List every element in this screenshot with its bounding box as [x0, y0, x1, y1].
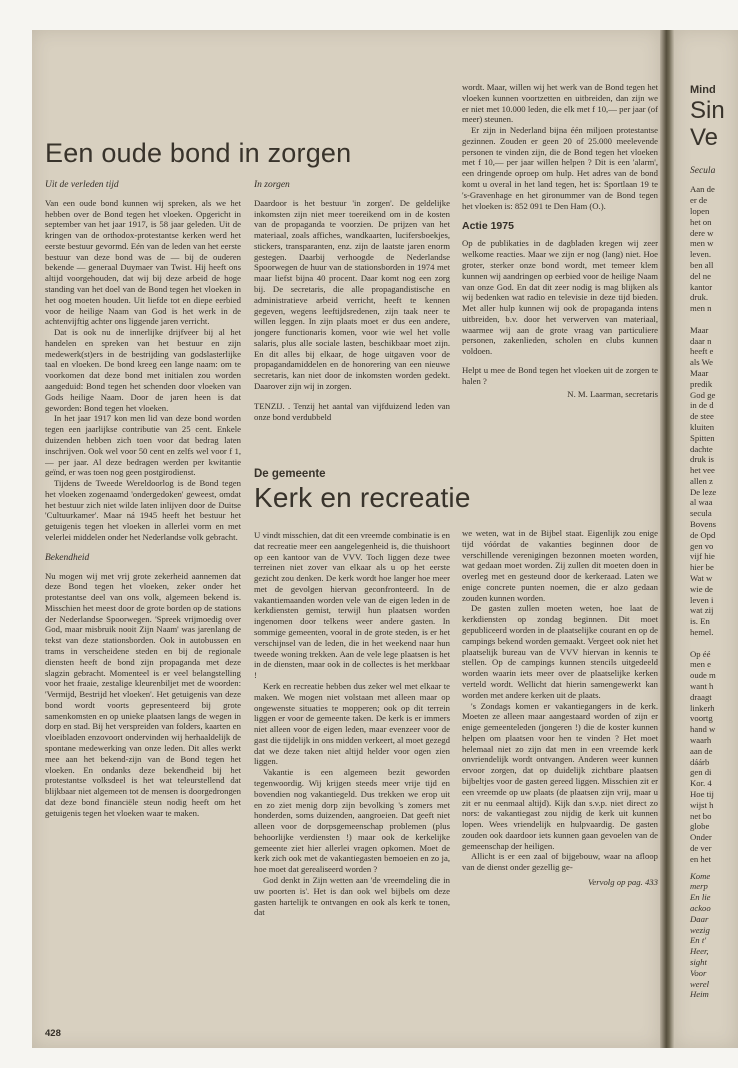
- truncated-poem-line: Heer,: [690, 946, 709, 957]
- truncated-text-line: kantor: [690, 281, 713, 292]
- truncated-text-line: wat zij: [690, 605, 714, 616]
- paragraph: Dat is ook nu de innerlijke drijfveer bij al het handelen en spreken van het bestuur en zijn medewerk(st)ers in de bestrijding van godslasterlijke taal en vloeken. De bond kreeg een lange naam: om te voorkomen dat deze bond met initialen zou worden aangeduid: Bond tegen het schenden door vloeken van Gods heilige Naam. Door de jaren heen is dat geworden: Bond tegen het vloeken.: [45, 327, 241, 413]
- truncated-poem-line: En t': [690, 935, 707, 946]
- continuation-note: Vervolg op pag. 433: [588, 877, 658, 887]
- truncated-text-line: druk.: [690, 292, 709, 303]
- actie-1975-heading: Actie 1975: [462, 220, 514, 233]
- paragraph: Nu mogen wij met vrij grote zekerheid aannemen dat deze Bond tegen het vloeken, zeker onder het protestantse deel van ons volk, algemeen bekend is. Misschien het meest door de grote borden op de stations der Nederlandse Spoorwegen. 'Spreek vrijmoedig over God, maar misbruik nooit Zijn Naam' was jarenlang de tekst van deze stationsborden. Ook in autobussen en trams in verscheidene steden en bij de regionale diensten heeft de bond zijn propaganda met deze slagzin gebracht. Momenteel is er veel belangstelling voor het fraaie, zestalige kleurenbiljet met de woorden: 'Vermijd, Bestrijd het vloeken'. Het getuigenis van deze bond wordt voorts gepresenteerd bij grote samenkomsten en op unieke plaatsen langs de wegen in dorp en stad. Bij het verspreiden van folders, kaarten en vloeibladen enzovoort ondervinden wij herhaaldelijk de spontane medewerking van onze leden. Dit alles werkt mee aan het bekend-zijn van de Bond tegen het vloeken. En ondanks deze bekendheid bij het protestantse volksdeel is het wat teleurstellend dat blijkbaar niet algemeen tot de mensen is doorgedrongen dat deze bond financiële steun nodig heeft om het getuigenis tegen het vloeken waar te maken.: [45, 570, 241, 818]
- article2-kicker: De gemeente: [254, 468, 326, 480]
- truncated-text-line: globe: [690, 821, 710, 832]
- truncated-poem-line: Voor: [690, 967, 707, 978]
- paragraph: God denkt in Zijn wetten aan 'de vreemdeling die in uw poorten is'. Het is dan ook wel bijbels om deze gasten hartelijk te ontvangen en ook als kerk te tonen, dat: [254, 875, 450, 918]
- truncated-poem-line: Daar: [690, 913, 709, 924]
- partial-page-content: [690, 84, 738, 1000]
- partial-article-body-lines: [690, 184, 738, 864]
- truncated-text-line: hand w: [690, 724, 716, 735]
- paragraph: In het jaar 1917 kon men lid van deze bond worden tegen een jaarlijkse contributie van 25 cent. Enkele duizenden hebben zich toen voor dat bedrag laten inschrijven. Ook wel voor 50 cent en zelfs wel voor f 1,— per jaar. Al deze bedragen werden per kwitantie geïnd, er was toen nog geen postgirodienst.: [45, 413, 241, 478]
- truncated-text-line: daar n: [690, 335, 712, 346]
- truncated-text-line: en het: [690, 853, 711, 864]
- partial-article-title-line1: Sin: [690, 97, 725, 124]
- article1-help-line: Helpt u mee de Bond tegen het vloeken uit de zorgen te halen ?: [462, 364, 658, 386]
- article1-column-2: [254, 180, 450, 462]
- truncated-text-line: men e: [690, 659, 711, 670]
- truncated-text-line: Maar: [690, 367, 709, 378]
- truncated-text-line: lopen: [690, 205, 710, 216]
- truncated-text-line: de Opd: [690, 529, 716, 540]
- page-number: 428: [45, 1028, 61, 1039]
- truncated-text-line: God ge: [690, 389, 716, 400]
- magazine-page-partial: [674, 30, 738, 1048]
- truncated-text-line: als We: [690, 357, 714, 368]
- truncated-text-line: voortg: [690, 713, 713, 724]
- truncated-text-line: predik: [690, 378, 713, 389]
- paragraph: Tijdens de Tweede Wereldoorlog is de Bond tegen het vloeken zogenaamd 'ondergedoken' geweest, omdat het bestuur zich niet wilde laten inlijven door de Duitse 'Cultuurkamer'. Maar ná 1945 heeft het bestuur het getuigenis tegen het vloeken in allerlei vorm en met velerlei middelen onder het Nederlandse volk gebracht.: [45, 478, 241, 542]
- truncated-text-line: gen di: [690, 767, 712, 778]
- partial-article-kicker: Mind: [690, 84, 716, 96]
- truncated-text-line: hemel.: [690, 627, 714, 638]
- truncated-poem-line: sight: [690, 956, 707, 967]
- article2-colA-paragraphs: [254, 530, 450, 918]
- truncated-text-line: wie de: [690, 583, 713, 594]
- truncated-text-line: Onder: [690, 832, 712, 843]
- article1-column-1: [45, 180, 241, 1032]
- article1-column-3: [462, 82, 658, 464]
- paragraph: 's Zondags komen er vakantiegangers in de kerk. Moeten ze alleen maar aangestaard worden of zijn er enige gemeenteleden (jongeren !) die de koster kunnen helpen om plaatsen voor hen te vinden ? Het moet helemaal niet zo zijn dat men in een vreemde kerk onvriendelijk wordt ontvangen. Anderen weer kunnen ervoor zorgen, dat op duidelijk zichtbare plaatsen bijbeltjes voor de gasten gereed liggen. Misschien zit er een vreemde op uw plaats (de plaatsen zijn vrij, maar u zit er nu eenmaal altijd). Kijk dan s.v.p. niet direct zo nors: de vakantiegast zou nijdig de kerk uit kunnen lopen. Wees vriendelijk en hulpvaardig. De gasten zouden ook daardoor iets kunnen gaan gevoelen van de gemeenschap der heiligen.: [462, 700, 658, 851]
- paragraph: Daardoor is het bestuur 'in zorgen'. De geldelijke inkomsten zijn niet meer toereikend om in de kosten van de propaganda te voorzien. De prijzen van het materiaal, zoals affiches, wandkaarten, lucifersboekjes, stickers, transparanten, enz. zijn de laatste jaren enorm gestegen. Daarbij verhoogde de Nederlandse Spoorwegen de huur van de stationsborden in 1974 met maar liefst bijna 40 procent. Daar komt nog een zorg bij. De secretaris, die alle propagandistische en administratieve arbeid verricht, heeft te kennen gegeven, wegens leeftijdsredenen, zijn taak neer te willen leggen. In zijn plaats moet er dus een andere, jongere functionaris komen, voor wie wel het volle salaris, plus alle sociale lasten, beschikbaar moet zijn. En dit alles bij elkaar, de hoge uitgaven voor de propagandamiddelen en de honorering van een nieuwe secretaris, kan niet door de inkomsten worden gedekt. Daarover zijn wij in zorgen.: [254, 197, 450, 392]
- truncated-text-line: druk is: [690, 454, 714, 465]
- article1-signature: N. M. Laarman, secretaris: [567, 388, 658, 399]
- partial-article-poem-lines: [690, 871, 738, 1001]
- truncated-text-line: del ne: [690, 270, 711, 281]
- truncated-text-line: er de: [690, 195, 708, 206]
- truncated-poem-line: ackoo: [690, 902, 711, 913]
- truncated-text-line: Hoe tij: [690, 789, 714, 799]
- truncated-text-line: want h: [690, 681, 714, 692]
- truncated-text-line: leven.: [690, 249, 711, 260]
- truncated-text-line: [690, 638, 738, 649]
- article1-col1-subhead: Uit de verleden tijd: [45, 180, 119, 190]
- truncated-poem-line: Heim: [690, 989, 709, 1000]
- truncated-text-line: gen vo: [690, 540, 714, 551]
- article1-col1-paragraphs: [45, 198, 241, 543]
- truncated-text-line: hier be: [690, 562, 714, 573]
- article1-col2-subhead: In zorgen: [254, 180, 290, 190]
- paragraph: Op de publikaties in de dagbladen kregen wij zeer welkome reacties. Maar we zijn er nog (lang) niet. Hoe groter, sterker onze bond wordt, met temeer klem kunnen wij aandringen op eerbied voor de heilige Naam van onze God. En dat dit zeer nodig is mag blijken als wij bedenken wat radio en televisie in deze tijd bieden. Met aller hulp kunnen wij ook de propaganda intens uitbreiden, b.v. door het verwerven van materiaal, waarmee wij aan de grote vraag van particuliere personen, zakenlieden, scholen en clubs kunnen voldoen.: [462, 238, 658, 357]
- truncated-text-line: men w: [690, 238, 714, 249]
- article1-col3-paragraphs-b: [462, 238, 658, 357]
- article1-bekendheid-subhead: Bekendheid: [45, 552, 90, 563]
- paragraph: U vindt misschien, dat dit een vreemde combinatie is en dat recreatie meer een aangelegenheid is, die thuishoort op een kantoor van de VVV. Toch liggen deze twee terreinen niet zover van elkaar als u op het eerste gezicht zou denken. De kerk wordt hoe langer hoe meer met de gevolgen hiervan geconfronteerd. In de vakantiemaanden worden vele van de eigen leden in de kerkdiensten gemist, terwijl hun plaatsen worden ingenomen door telkens weer andere gasten. In sommige gemeenten, vooral in de grote steden, is er het verschijnsel van de leden, die in het weekend naar hun tweede woning trekken. Aan de vele lege plaatsen is het in de diensten, maar ook in de collectes is het merkbaar !: [254, 530, 450, 681]
- truncated-text-line: oude m: [690, 670, 716, 681]
- article2-colB-paragraphs: [462, 528, 658, 873]
- truncated-text-line: allen z: [690, 475, 713, 486]
- truncated-poem-line: merp: [690, 881, 708, 892]
- magazine-page: [32, 30, 660, 1048]
- truncated-text-line: in de d: [690, 400, 714, 411]
- truncated-text-line: linkerh: [690, 702, 715, 713]
- truncated-text-line: Bovens: [690, 519, 717, 530]
- truncated-text-line: Kor. 4: [690, 778, 712, 789]
- article1-col2-paragraphs: [254, 198, 450, 392]
- partial-article-title-line2: Ve: [690, 124, 719, 152]
- article2-title: Kerk en recreatie: [254, 482, 471, 513]
- truncated-text-line: Wat w: [690, 573, 713, 584]
- truncated-text-line: [690, 314, 738, 325]
- paragraph: Allicht is er een zaal of bijgebouw, waar na afloop van de dienst onder gezellig ge-: [462, 851, 658, 873]
- truncated-text-line: de stee: [690, 411, 714, 422]
- truncated-text-line: ben all: [690, 259, 714, 270]
- truncated-text-line: De leze: [690, 486, 717, 497]
- truncated-text-line: kluiten: [690, 421, 715, 432]
- article1-tenzij-paragraph: TENZIJ. . Tenzij het aantal van vijfduizend leden van onze bond verdubbeld: [254, 400, 450, 422]
- article1-col3-paragraphs-a: [462, 82, 658, 211]
- partial-article-subhead: Secula: [690, 166, 716, 177]
- truncated-poem-line: En lie: [690, 892, 711, 903]
- paragraph: De gasten zullen moeten weten, hoe laat de kerkdiensten op zondag beginnen. Dit moet gepubliceerd worden in de plaatselijke courant en op de campings bekend worden gemaakt. Vergeet ook niet het plaatselijk bureau van de VVV hiervan in kennis te stellen. Op de campings kunnen stencils uitgedeeld worden waarin iets meer over de plaatselijke kerken verteld wordt. Wellicht dat hierin samengewerkt kan worden met andere kerken uit de plaats.: [462, 603, 658, 700]
- truncated-text-line: wijst h: [690, 799, 714, 810]
- truncated-text-line: dachte: [690, 443, 713, 454]
- truncated-text-line: heeft e: [690, 346, 714, 357]
- truncated-text-line: waarh: [690, 735, 712, 746]
- truncated-text-line: het vee: [690, 465, 715, 476]
- article1-col1b-paragraphs: [45, 571, 241, 819]
- truncated-text-line: dere w: [690, 227, 714, 238]
- truncated-text-line: de ver: [690, 842, 712, 853]
- paragraph: wordt. Maar, willen wij het werk van de Bond tegen het vloeken kunnen voortzetten en uitbreiden, dan zijn we er niet met 10.000 leden, die elk met f 10,— per jaar (of meer) steunen.: [462, 82, 658, 125]
- truncated-poem-line: Kome: [690, 870, 711, 881]
- page-gutter-shadow: [660, 30, 674, 1048]
- paragraph: Vakantie is een algemeen bezit geworden tegenwoordig. Wij krijgen steeds meer vrije tijd en bovendien nog vakantiegeld. Dus trekken we erop uit en zo ziet menig dorp zijn bevolking 's zomers met honderden, soms duizenden, aangroeien. Dat geeft niet alleen voor de dorpsgemeenschap problemen (plus behoorlijke verdiensten !) maar ook de kerkelijke gemeente ziet hier allerlei vragen opkomen. Moet de kerk zich ook met de vakantiegasten bemoeien en zo ja, hoe moet dat gerealiseerd worden ?: [254, 767, 450, 875]
- truncated-text-line: men n: [690, 303, 712, 314]
- truncated-text-line: Op éé: [690, 648, 711, 659]
- truncated-text-line: Aan de: [690, 184, 715, 195]
- truncated-text-line: dáárb: [690, 756, 710, 767]
- article1-title: Een oude bond in zorgen: [45, 138, 352, 168]
- truncated-text-line: het on: [690, 216, 712, 227]
- truncated-text-line: aan de: [690, 745, 713, 756]
- truncated-text-line: Spitten: [690, 432, 715, 443]
- truncated-text-line: al waa: [690, 497, 713, 508]
- paragraph: Van een oude bond kunnen wij spreken, als we het hebben over de Bond tegen het vloeken. Opgericht in september van het jaar 1917, is 58 jaar geleden. Uit de kringen van de orthodox-protestantse kerken werd het eerste bestuur gevormd. Eén van de leden van het eerste bestuur van deze bond was de — bij de ouderen bekende — generaal Duymaer van Twist. Hij heeft ons altijd voorgehouden, dat wij bij deze arbeid de hoge standing van het doel van de Bond tegen het vloeken in het oog moeten houden. Uit liefde tot en diepe eerbied voor de heilige Naam van God is het werk in de achtenvijftig achter ons liggende jaren verricht.: [45, 197, 241, 327]
- article2-column-1: [254, 530, 450, 1034]
- article2-column-2: [462, 528, 658, 1036]
- truncated-text-line: Maar: [690, 324, 709, 335]
- paragraph: we weten, wat in de Bijbel staat. Eigenlijk zou enige tijd vóórdat de vakanties beginnen door de verschillende verenigingen bezonnen moeten worden, wat gedaan moet worden. Zij zullen dit moeten doen in overleg met en gesteund door de kerkeraad. Laten we enige concrete punten noemen, die er alzo gedaan zouden kunnen worden.: [462, 528, 658, 603]
- truncated-text-line: is. En: [690, 616, 710, 627]
- truncated-text-line: vijf hie: [690, 551, 715, 562]
- paragraph: Kerk en recreatie hebben dus zeker wel met elkaar te maken. We mogen niet volstaan met alleen maar op ongewenste situaties te mopperen; ook op dit terrein liggen er voor de gemeente taken. De kerk is er immers niet alleen voor de eigen leden, maar evenzeer voor de gast die tijdelijk in ons midden verkeert, al moet gezegd dat we deze taken niet altijd helder voor ogen zien liggen.: [254, 680, 450, 767]
- truncated-text-line: net bo: [690, 810, 712, 821]
- truncated-text-line: draagt: [690, 691, 712, 702]
- paragraph: Er zijn in Nederland bijna één miljoen protestantse gezinnen. Zouden er geen 20 of 25.000 meelevende personen te vinden zijn, die de Bond tegen het vloeken met f 10,— per jaar willen helpen ? Dit is een 'alarm', een dringende oproep om hulp. Het adres van de bond komt u overal in het land tegen, het is: Sportlaan 19 te 's-Gravenhage en het gironummer van de Bond tegen het vloeken is: 852 091 te Den Ham (O.).: [462, 125, 658, 211]
- truncated-poem-line: werel: [690, 978, 709, 989]
- truncated-text-line: leven i: [690, 594, 714, 605]
- truncated-text-line: secula: [690, 508, 712, 519]
- truncated-poem-line: wezig: [690, 924, 710, 935]
